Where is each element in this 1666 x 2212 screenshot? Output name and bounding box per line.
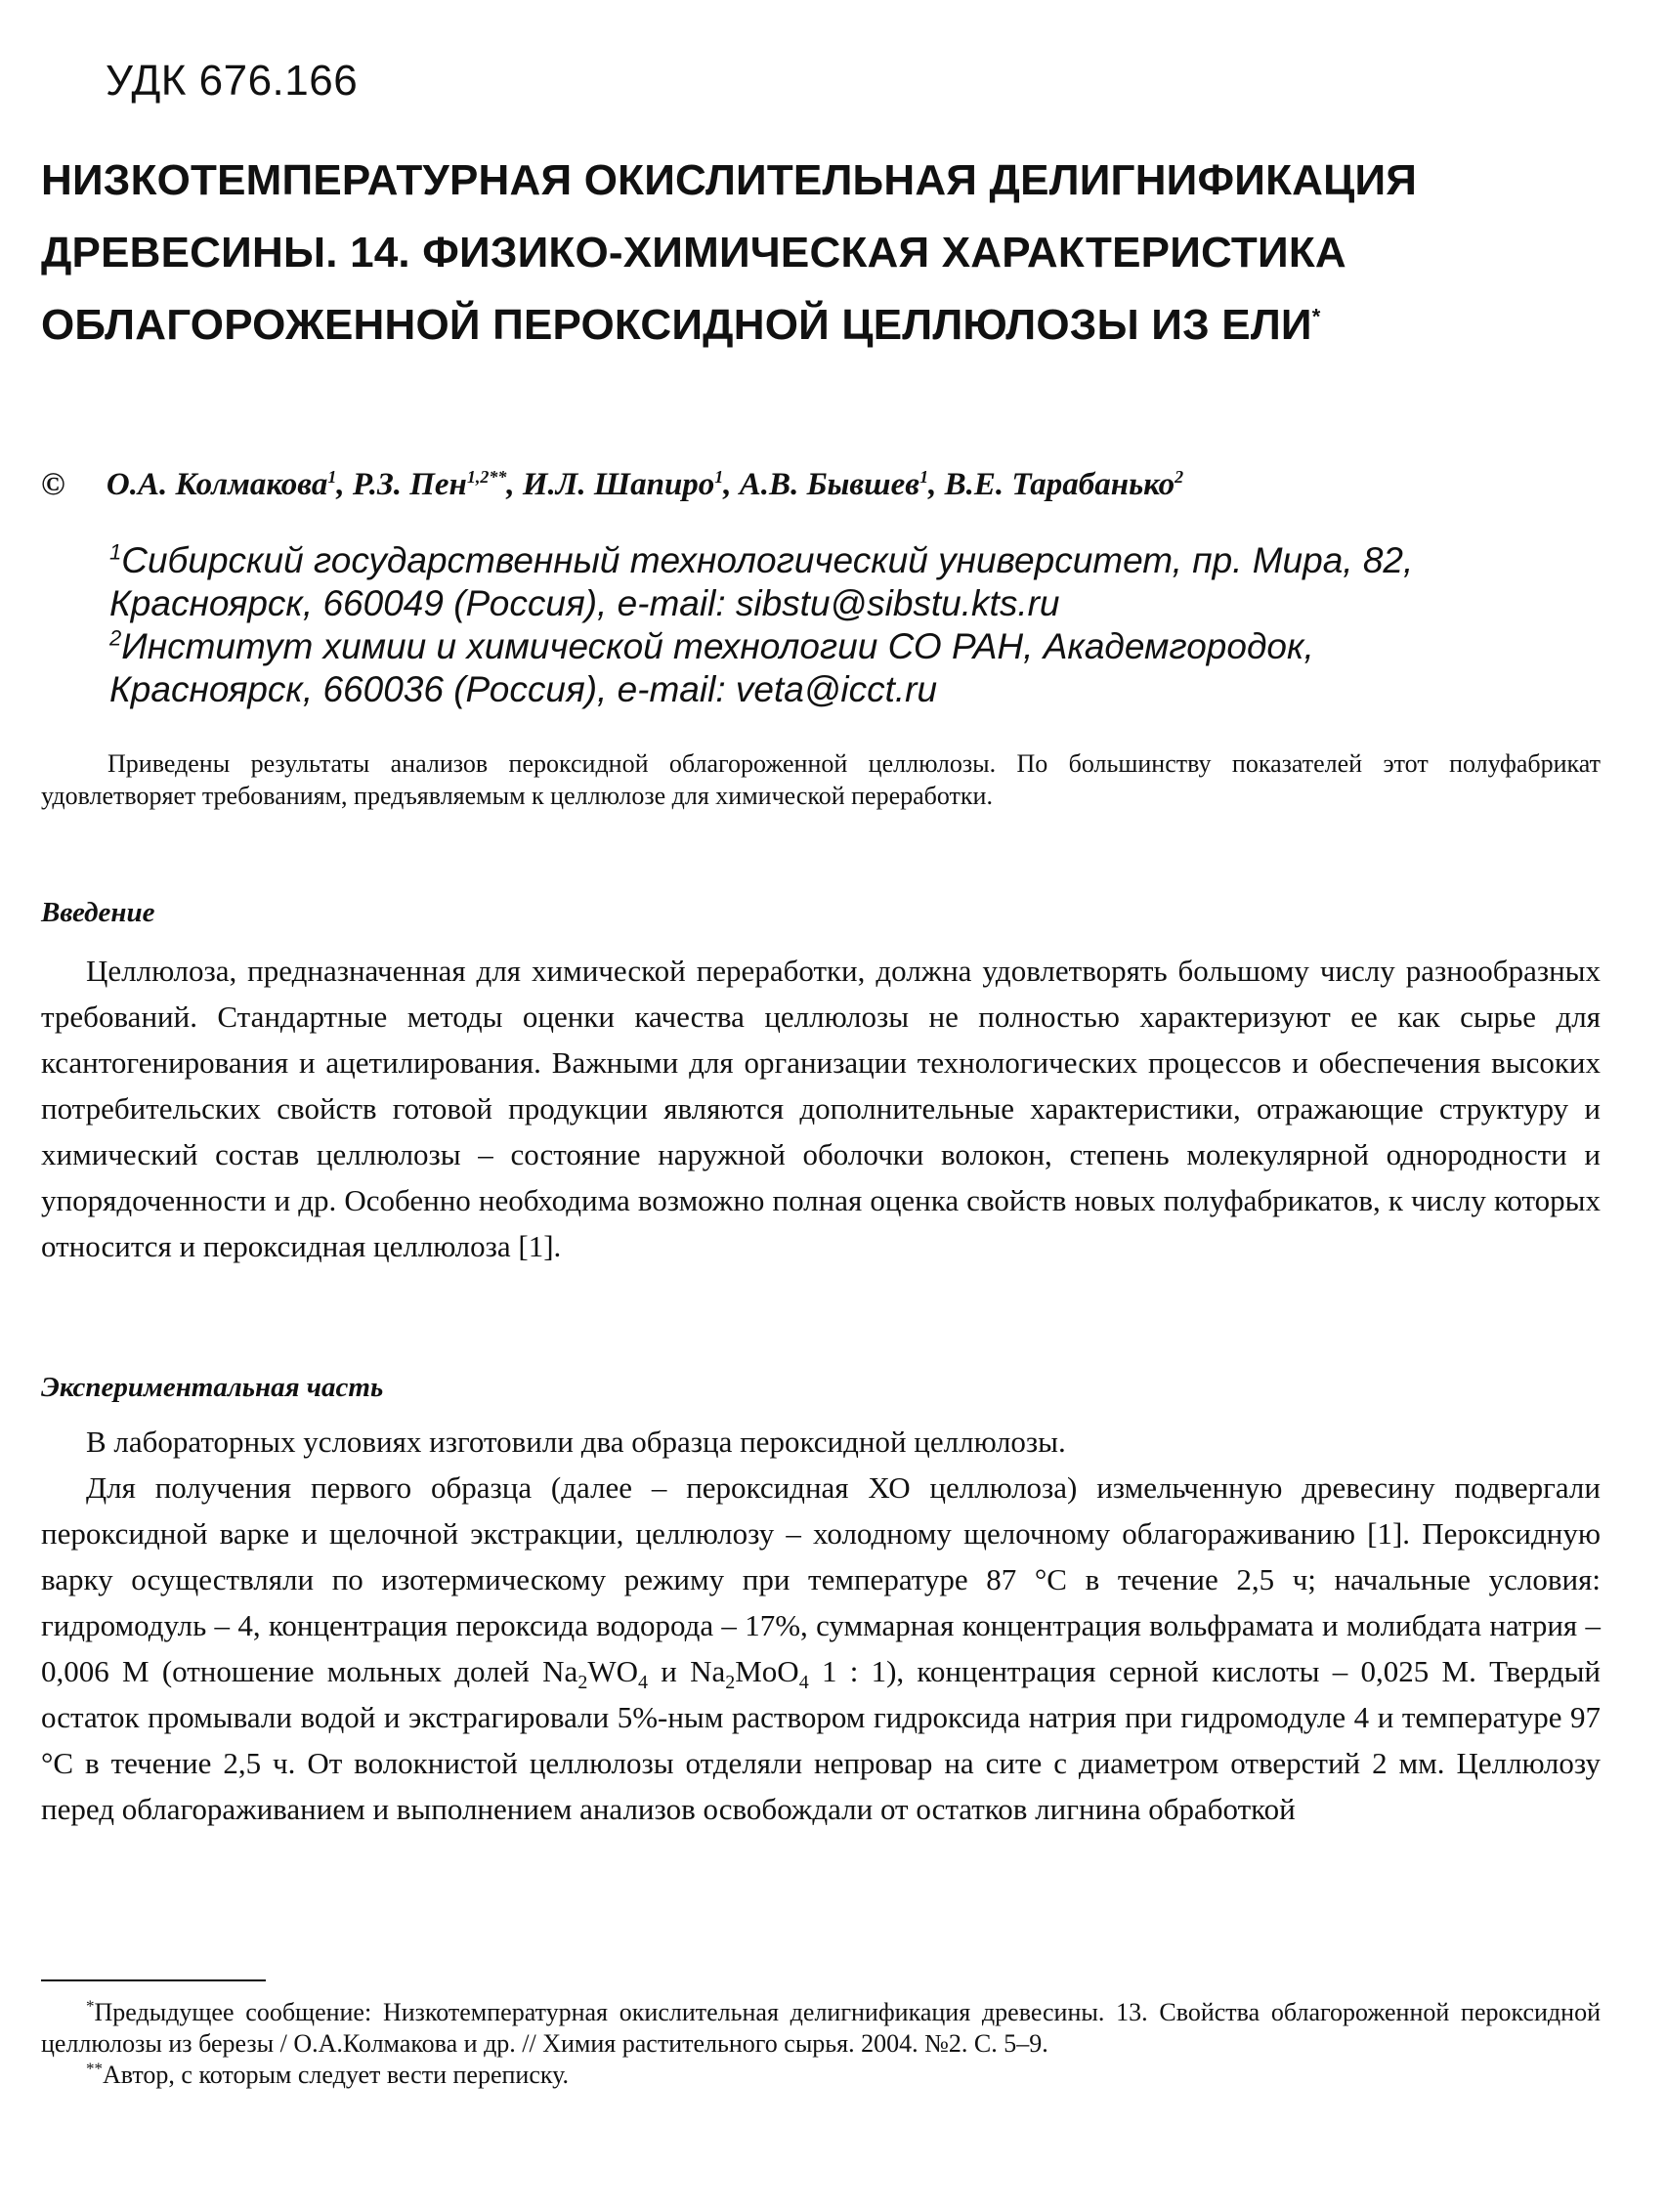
affiliation-line: Красноярск, 660036 (Россия), e-mail: veta@icct.ru	[109, 669, 938, 709]
paragraph-text: Для получения первого образца (далее – пероксидная ХО целлюлоза) измельченную древесину подвергали пероксидной варке и щелочной экстракции, целлюлозу – холодному щелочному облагораживанию [1]. Пероксидную варку осуществляли по изотермическому режиму при температуре 87 °С в течение 2,5 ч; начальные условия: гидромодуль – 4, концентрация пероксида водорода – 17%, суммарная концентрация вольфрамата и молибдата натрия – 0,006 М (отношение мольных долей Na	[41, 1470, 1601, 1688]
affiliation-mark: 2	[109, 625, 122, 651]
author-name: В.Е. Тарабанько	[944, 467, 1175, 502]
footnote	[41, 1997, 1601, 2060]
footnote-divider	[41, 1979, 266, 1981]
paragraph-text: 1 : 1), концентрация серной кислоты – 0,025 М. Твердый остаток промывали водой и экстрагировали 5%-ным раствором гидроксида натрия при гидромодуле 4 и температуре 97 °С в течение 2,5 ч. От волокнистой целлюлозы отделяли непровар на сите с диаметром отверстий 2 мм. Целлюлозу перед облагораживанием и выполнением анализов освобождали от остатков лигнина обработкой	[41, 1654, 1601, 1826]
title-line: НИЗКОТЕМПЕРАТУРНАЯ ОКИСЛИТЕЛЬНАЯ ДЕЛИГНИФИКАЦИЯ	[41, 156, 1418, 204]
introduction-text	[41, 948, 1601, 1269]
author-name: О.А. Колмакова	[106, 467, 328, 502]
paragraph	[41, 1465, 1601, 1832]
author-affiliation-mark: 1	[327, 467, 337, 487]
article-title	[41, 145, 1565, 362]
paragraph: В лабораторных условиях изготовили два образца пероксидной целлюлозы.	[86, 1425, 1066, 1459]
title-line	[41, 289, 1565, 362]
footnote	[41, 2060, 1601, 2091]
author-separator: ,	[336, 467, 353, 502]
author-affiliation-mark: 1	[919, 467, 929, 487]
paragraph-text: WO	[587, 1654, 638, 1688]
author-affiliation-mark: 1	[714, 467, 724, 487]
paragraph-text: MoO	[735, 1654, 799, 1688]
paragraph-text: и Na	[647, 1654, 726, 1688]
section-heading-introduction: Введение	[41, 897, 155, 928]
author-affiliation-mark: 2	[1175, 467, 1184, 487]
title-line-text: ОБЛАГОРОЖЕННОЙ ПЕРОКСИДНОЙ ЦЕЛЛЮЛОЗЫ ИЗ ЕЛИ	[41, 301, 1312, 349]
author-name: Р.З. Пен	[352, 467, 467, 502]
author-affiliation-mark: 1,2**	[466, 467, 507, 487]
footnote-text: Предыдущее сообщение: Низкотемпературная окислительная делигнификация древесины. 13. Свойства облагороженной пероксидной целлюлозы из березы / О.А.Колмакова и др. // Химия растительного сырья. 2004. №2. С. 5–9.	[41, 1998, 1601, 2058]
affiliation-text: Сибирский государственный технологический университет, пр. Мира, 82,	[121, 540, 1414, 580]
affiliation-line	[109, 625, 1556, 668]
author-separator: ,	[723, 467, 740, 502]
title-footnote-mark: *	[1311, 304, 1321, 329]
affiliation-mark: 1	[109, 539, 122, 565]
footnote-mark: *	[86, 1996, 95, 2016]
subscript: 2	[577, 1672, 588, 1694]
affiliation-line: Красноярск, 660049 (Россия), e-mail: sibstu@sibstu.kts.ru	[109, 583, 1060, 623]
experimental-text	[41, 1419, 1601, 1832]
author-separator: ,	[928, 467, 945, 502]
author-separator: ,	[506, 467, 523, 502]
footnotes	[41, 1997, 1601, 2091]
copyright-symbol: ©	[41, 467, 65, 502]
section-heading-experimental: Экспериментальная часть	[41, 1372, 384, 1403]
paragraph: Целлюлоза, предназначенная для химической переработки, должна удовлетворять большому числу разнообразных требований. Стандартные методы оценки качества целлюлозы не полностью характеризуют ее как сырье для ксантогенирования и ацетилирования. Важными для организации технологических процессов и обеспечения высоких потребительских свойств готовой продукции являются дополнительные характеристики, отражающие структуру и химический состав целлюлозы – состояние наружной оболочки волокон, степень молекулярной однородности и упорядоченности и др. Особенно необходима возможно полная оценка свойств новых полуфабрикатов, к числу которых относится и пероксидная целлюлоза [1].	[41, 954, 1601, 1263]
abstract: Приведены результаты анализов пероксидной облагороженной целлюлозы. По большинству показателей этот полуфабрикат удовлетворяет требованиям, предъявляемым к целлюлозе для химической переработки.	[41, 749, 1601, 810]
author-list	[41, 467, 1183, 503]
subscript: 2	[725, 1672, 736, 1694]
udk-code: УДК 676.166	[106, 57, 359, 105]
affiliation-line	[109, 539, 1556, 582]
footnote-mark: **	[86, 2059, 103, 2078]
author-name: А.В. Бывшев	[739, 467, 920, 502]
title-line: ДРЕВЕСИНЫ. 14. ФИЗИКО-ХИМИЧЕСКАЯ ХАРАКТЕРИСТИКА	[41, 229, 1346, 276]
subscript: 4	[798, 1672, 809, 1694]
subscript: 4	[637, 1672, 648, 1694]
affiliations	[109, 539, 1556, 711]
footnote-text: Автор, с которым следует вести переписку.	[103, 2061, 570, 2089]
author-name: И.Л. Шапиро	[522, 467, 715, 502]
affiliation-text: Институт химии и химической технологии СО РАН, Академгородок,	[121, 626, 1314, 666]
